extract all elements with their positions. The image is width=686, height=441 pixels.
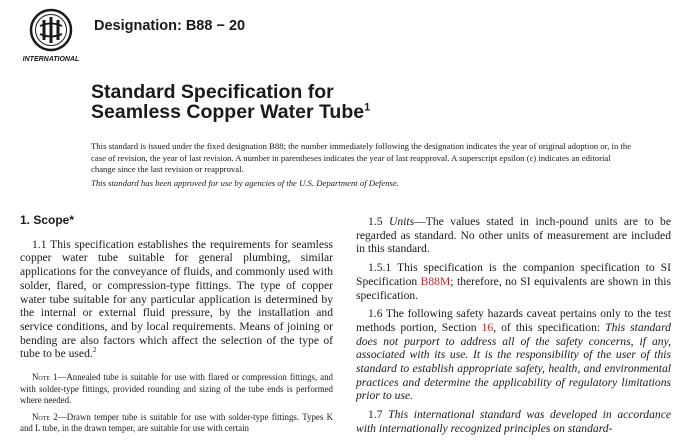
paragraph-1-6: [356, 307, 671, 403]
scope-heading: 1. Scope*: [20, 213, 75, 227]
paragraph-1-5-1-text: 1.5.1 This specification is the companion specification to SI Specification: [356, 261, 671, 288]
paragraph-1-5-number: 1.5: [368, 215, 383, 228]
astm-logo-mark: [20, 8, 82, 64]
section-16-link[interactable]: 16: [481, 320, 494, 334]
paragraph-1-5-1-text-end: ; therefore, no SI equivalents are shown in this specification.: [356, 274, 671, 302]
title-footnote-mark: 1: [364, 101, 371, 114]
paragraph-1-7: [356, 408, 671, 435]
paragraph-1-6-mid: , of this specification:: [493, 320, 601, 334]
paragraph-1-1: [20, 238, 333, 361]
note-2-text: —Drawn temper tube is suitable for use with solder-type fittings. Types K and L tube, in the drawn temper, are suitable for use with certain: [20, 411, 333, 434]
note-2-label: Note 2: [32, 411, 58, 422]
note-1-text: —Annealed tube is suitable for use with flared or compression fittings, and with solder-type fittings, provided rounding and sizing of the tube ends is performed where needed.: [20, 372, 333, 406]
title-line-2: [91, 102, 370, 122]
note-1: [20, 372, 333, 407]
paragraph-1-5-label: Units: [389, 215, 415, 228]
paragraph-1-1-text: 1.1 This specification establishes the requirements for seamless copper water tube suitable for general plumbing, similar applications for the conveyance of fluids, and commonly used with solder, flared, or compression-type fittings. The type of copper water tube suitable for any particular application is determined by the internal or external fluid pressure, by the installation and service conditions, and by local requirements. Means of joining or bending are also factors which affect the selection of the type of tube to be used.: [20, 237, 333, 361]
logo-caption: INTERNATIONAL: [22, 56, 80, 63]
paragraph-1-5-text: —The values stated in inch-pound units are to be regarded as standard. No other units of measurement are included in this standard.: [356, 215, 671, 256]
paragraph-1-5: [356, 215, 671, 256]
note-1-label: Note 1: [32, 372, 58, 383]
title-line-2-text: Seamless Copper Water Tube: [91, 101, 365, 123]
footnote-mark-2: 2: [92, 345, 97, 355]
left-column: [20, 214, 333, 440]
safety-caveat: This standard does not purport to address all of the safety concerns, if any, associated with its use. It is the responsibility of the user of this standard to establish appropriate safety, health, and environmental practices and determine the applicability of regulatory limitations prior to use.: [356, 320, 671, 403]
note-2: [20, 412, 333, 435]
astm-logo: [20, 8, 82, 64]
right-column: [356, 215, 671, 441]
dod-approval-notice: This standard has been approved for use by agencies of the U.S. Department of Defense.: [91, 178, 399, 188]
b88m-link[interactable]: B88M: [420, 274, 451, 288]
paragraph-1-5-1: [356, 261, 671, 302]
paragraph-1-7-number: 1.7: [368, 408, 383, 422]
title-line-1: Standard Specification for: [91, 81, 334, 103]
paragraph-1-7-text: This international standard was developed in accordance with internationally recognized principles on standard-: [356, 408, 671, 435]
designation-notice: This standard is issued under the fixed designation B88; the number immediately following the designation indicates the year of original adoption or, in the case of revision, the year of last revision. A number in parentheses indicates the year of last reapproval. A superscript epsilon (ε) indicates an editorial change since the last revision or reapproval.: [91, 141, 632, 174]
designation: Designation: B88 − 20: [94, 18, 246, 34]
paragraph-1-6-text: 1.6 The following safety hazards caveat pertains only to the test methods portion, Section: [356, 307, 671, 334]
document-title: [91, 82, 370, 122]
